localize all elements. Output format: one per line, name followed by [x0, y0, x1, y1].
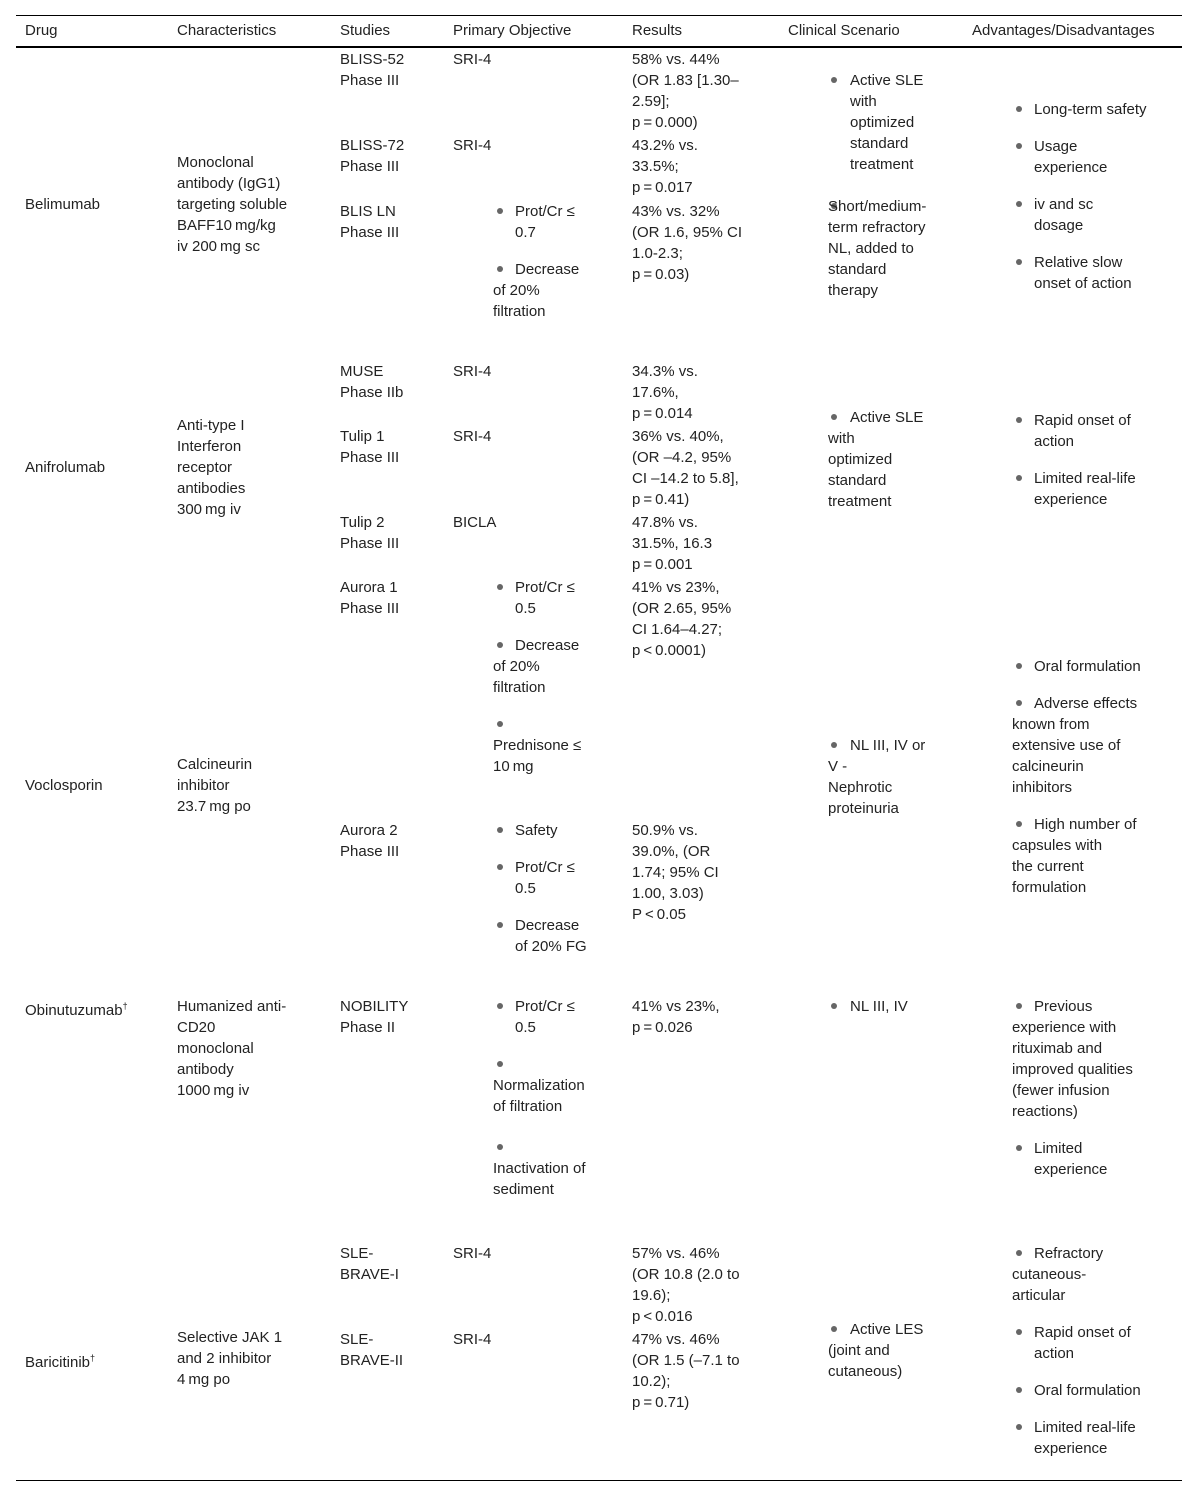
bullet-icon	[831, 77, 837, 83]
bullet-item-text: Usage	[1034, 138, 1078, 155]
bullet-item-text: Prot/Cr ≤	[515, 203, 575, 220]
bullet-item-text: rituximab and	[1012, 1040, 1103, 1057]
drug-characteristics: iv 200 mg sc	[177, 238, 261, 255]
drug-characteristics: Interferon	[177, 438, 242, 455]
bullet-icon	[497, 827, 503, 833]
dagger-footnote-mark: †	[90, 1353, 96, 1363]
bullet-item-text: 0.5	[515, 600, 536, 617]
study-results: p = 0.71)	[632, 1394, 690, 1411]
bullet-item-text: Safety	[515, 822, 558, 839]
bullet-icon	[497, 642, 503, 648]
bullet-item-text: (joint and	[828, 1342, 890, 1359]
drug-characteristics: BAFF10 mg/kg	[177, 217, 276, 234]
bullet-icon	[831, 1326, 837, 1332]
bullet-icon	[1016, 259, 1022, 265]
bullet-item-text: High number of	[1034, 816, 1137, 833]
bullet-item-text: Long-term safety	[1034, 101, 1147, 118]
drug-name: Anifrolumab	[25, 459, 106, 476]
bullet-icon	[1016, 143, 1022, 149]
bullet-item-text: known from	[1012, 716, 1090, 733]
bullet-item-text: experience	[1034, 1440, 1108, 1457]
bullet-item-text: Nephrotic	[828, 779, 893, 796]
bullet-icon	[1016, 821, 1022, 827]
study-results: (OR –4.2, 95%	[632, 449, 732, 466]
bullet-icon	[1016, 1250, 1022, 1256]
drug-characteristics: 300 mg iv	[177, 501, 241, 518]
study-name: BLISS-72	[340, 137, 405, 154]
drug-characteristics: 4 mg po	[177, 1371, 231, 1388]
bullet-item-text: filtration	[493, 679, 546, 696]
study-results: 31.5%, 16.3	[632, 535, 713, 552]
study-results: p = 0.03)	[632, 266, 690, 283]
column-header-clinical-scenario: Clinical Scenario	[788, 22, 900, 39]
bullet-item-text: of 20%	[493, 658, 540, 675]
bullet-item-text: reactions)	[1012, 1103, 1078, 1120]
bullet-icon	[831, 1003, 837, 1009]
bullet-item-text: treatment	[850, 156, 914, 173]
bullet-icon	[497, 208, 503, 214]
study-name: Phase III	[340, 535, 400, 552]
column-header-advantages-disadvantages: Advantages/Disadvantages	[972, 22, 1155, 39]
study-results: P < 0.05	[632, 906, 686, 923]
study-results: CI –14.2 to 5.8],	[632, 470, 739, 487]
bullet-icon	[497, 721, 503, 727]
drug-characteristics: targeting soluble	[177, 196, 288, 213]
drug-characteristics: monoclonal	[177, 1040, 254, 1057]
bullet-icon	[1016, 1145, 1022, 1151]
bullet-item-text: NL III, IV	[850, 998, 908, 1015]
bullet-item-text: Prot/Cr ≤	[515, 859, 575, 876]
study-results: p = 0.026	[632, 1019, 693, 1036]
bullet-item-text: Short/medium-	[828, 198, 927, 215]
bullet-item-text: of 20%	[493, 282, 540, 299]
bullet-item-text: Normalization	[493, 1077, 585, 1094]
study-results: (OR 1.83 [1.30–	[632, 72, 739, 89]
bullet-item-text: Decrease	[515, 637, 580, 654]
bullet-icon	[1016, 475, 1022, 481]
study-results: 39.0%, (OR	[632, 843, 711, 860]
bullet-item-text: with	[828, 430, 855, 447]
bullet-item-text: Prot/Cr ≤	[515, 579, 575, 596]
bullet-item-text: NL III, IV or	[850, 737, 926, 754]
primary-objective: SRI-4	[453, 428, 492, 445]
bullet-item-text: treatment	[828, 493, 892, 510]
bullet-item-text: NL, added to	[828, 240, 914, 257]
primary-objective: SRI-4	[453, 1245, 492, 1262]
drug-name: Belimumab	[25, 196, 101, 213]
bullet-item-text: of 20% FG	[515, 938, 587, 955]
bullet-item-text: Decrease	[515, 261, 580, 278]
bullet-item-text: cutaneous)	[828, 1363, 903, 1380]
primary-objective: SRI-4	[453, 363, 492, 380]
drug-name: Obinutuzumab†	[25, 1001, 128, 1019]
bullet-item-text: with	[850, 93, 877, 110]
bullet-item-text: Prednisone ≤	[493, 737, 582, 754]
bullet-item-text: inhibitors	[1012, 779, 1073, 796]
study-results: 36% vs. 40%,	[632, 428, 724, 445]
study-name: BLIS LN	[340, 203, 396, 220]
bullet-icon	[1016, 663, 1022, 669]
study-results: 41% vs 23%,	[632, 579, 720, 596]
study-results: p = 0.014	[632, 405, 693, 422]
study-results: 43% vs. 32%	[632, 203, 720, 220]
study-name: MUSE	[340, 363, 384, 380]
drug-characteristics: 1000 mg iv	[177, 1082, 250, 1099]
bullet-item-text: Rapid onset of	[1034, 1324, 1131, 1341]
study-name: Phase III	[340, 600, 400, 617]
bullet-item-text: improved qualities	[1012, 1061, 1133, 1078]
study-results: 10.2);	[632, 1373, 671, 1390]
bullet-item-text: action	[1034, 1345, 1075, 1362]
table-bottom-rule	[16, 1480, 1182, 1481]
study-results: p = 0.41)	[632, 491, 690, 508]
study-name: Phase II	[340, 1019, 396, 1036]
bullet-icon	[497, 1144, 503, 1150]
study-name: SLE-	[340, 1245, 374, 1262]
bullet-item-text: dosage	[1034, 217, 1084, 234]
study-name: BLISS-52	[340, 51, 405, 68]
study-results: p = 0.017	[632, 179, 693, 196]
bullet-icon	[1016, 1387, 1022, 1393]
study-name: Tulip 1	[340, 428, 385, 445]
study-results: (OR 1.6, 95% CI	[632, 224, 743, 241]
bullet-item-text: extensive use of	[1012, 737, 1121, 754]
drug-characteristics: inhibitor	[177, 777, 230, 794]
bullet-item-text: experience with	[1012, 1019, 1117, 1036]
study-name: Phase III	[340, 449, 400, 466]
bullet-icon	[1016, 700, 1022, 706]
study-name: Phase IIb	[340, 384, 404, 401]
bullet-item-text: Decrease	[515, 917, 580, 934]
bullet-icon	[831, 742, 837, 748]
bullet-item-text: Previous	[1034, 998, 1093, 1015]
bullet-item-text: the current	[1012, 858, 1084, 875]
bullet-item-text: Oral formulation	[1034, 658, 1141, 675]
column-header-results: Results	[632, 22, 683, 39]
study-results: 47.8% vs.	[632, 514, 698, 531]
bullet-icon	[1016, 201, 1022, 207]
column-header-studies: Studies	[340, 22, 391, 39]
bullet-item-text: 0.5	[515, 880, 536, 897]
bullet-item-text: term refractory	[828, 219, 926, 236]
study-name: BRAVE-II	[340, 1352, 404, 1369]
bullet-item-text: 0.5	[515, 1019, 536, 1036]
drug-name: Voclosporin	[25, 777, 103, 794]
study-results: 58% vs. 44%	[632, 51, 720, 68]
bullet-item-text: action	[1034, 433, 1075, 450]
study-name: SLE-	[340, 1331, 374, 1348]
primary-objective: SRI-4	[453, 137, 492, 154]
drug-characteristics: Humanized anti-	[177, 998, 287, 1015]
study-results: 50.9% vs.	[632, 822, 698, 839]
bullet-item-text: Relative slow	[1034, 254, 1123, 271]
study-results: p < 0.016	[632, 1308, 693, 1325]
bullet-item-text: Limited real-life	[1034, 1419, 1136, 1436]
column-header-drug: Drug	[25, 22, 58, 39]
study-name: BRAVE-I	[340, 1266, 399, 1283]
bullet-icon	[497, 266, 503, 272]
bullet-icon	[1016, 106, 1022, 112]
drug-characteristics: receptor	[177, 459, 233, 476]
drug-characteristics: Monoclonal	[177, 154, 254, 171]
study-results: (OR 2.65, 95%	[632, 600, 732, 617]
drug-characteristics: antibodies	[177, 480, 246, 497]
primary-objective: SRI-4	[453, 1331, 492, 1348]
study-results: 41% vs 23%,	[632, 998, 720, 1015]
bullet-item-text: Prot/Cr ≤	[515, 998, 575, 1015]
drug-characteristics: CD20	[177, 1019, 216, 1036]
bullet-item-text: optimized	[828, 451, 893, 468]
bullet-item-text: articular	[1012, 1287, 1066, 1304]
table-header-rule	[16, 46, 1182, 48]
bullet-item-text: formulation	[1012, 879, 1087, 896]
study-results: 2.59];	[632, 93, 670, 110]
study-results: p = 0.001	[632, 556, 693, 573]
bullet-item-text: filtration	[493, 303, 546, 320]
bullet-item-text: Limited	[1034, 1140, 1083, 1157]
bullet-item-text: Active SLE	[850, 409, 924, 426]
study-results: p = 0.000)	[632, 114, 698, 131]
dagger-footnote-mark: †	[122, 1001, 128, 1011]
bullet-item-text: experience	[1034, 159, 1108, 176]
study-name: Tulip 2	[340, 514, 385, 531]
study-name: NOBILITY	[340, 998, 409, 1015]
study-name: Phase III	[340, 158, 400, 175]
bullet-item-text: 0.7	[515, 224, 536, 241]
bullet-icon	[1016, 1329, 1022, 1335]
bullet-item-text: Active LES	[850, 1321, 924, 1338]
study-results: (OR 10.8 (2.0 to	[632, 1266, 740, 1283]
bullet-item-text: Adverse effects	[1034, 695, 1138, 712]
drug-name: Baricitinib†	[25, 1353, 96, 1371]
bullet-icon	[497, 1003, 503, 1009]
study-results: 43.2% vs.	[632, 137, 698, 154]
study-name: Aurora 1	[340, 579, 398, 596]
bullet-icon	[497, 584, 503, 590]
drug-characteristics: Anti-type I	[177, 417, 245, 434]
bullet-item-text: standard	[850, 135, 909, 152]
column-header-characteristics: Characteristics	[177, 22, 277, 39]
bullet-item-text: Active SLE	[850, 72, 924, 89]
bullet-item-text: experience	[1034, 491, 1108, 508]
bullet-item-text: capsules with	[1012, 837, 1103, 854]
bullet-item-text: sediment	[493, 1181, 554, 1198]
bullet-item-text: proteinuria	[828, 800, 899, 817]
bullet-item-text: Oral formulation	[1034, 1382, 1141, 1399]
study-results: 34.3% vs.	[632, 363, 698, 380]
study-results: (OR 1.5 (–7.1 to	[632, 1352, 740, 1369]
bullet-item-text: Limited real-life	[1034, 470, 1136, 487]
table-top-rule	[16, 15, 1182, 16]
bullet-item-text: V -	[828, 758, 848, 775]
study-results: CI 1.64–4.27;	[632, 621, 723, 638]
study-results: 1.0-2.3;	[632, 245, 683, 262]
bullet-item-text: 10 mg	[493, 758, 534, 775]
bullet-icon	[1016, 1424, 1022, 1430]
bullet-item-text: experience	[1034, 1161, 1108, 1178]
study-name: Phase III	[340, 224, 400, 241]
study-results: 19.6);	[632, 1287, 671, 1304]
bullet-item-text: onset of action	[1034, 275, 1132, 292]
bullet-item-text: Refractory	[1034, 1245, 1104, 1262]
bullet-icon	[497, 1061, 503, 1067]
study-name: Aurora 2	[340, 822, 398, 839]
drug-characteristics: and 2 inhibitor	[177, 1350, 272, 1367]
study-name: Phase III	[340, 843, 400, 860]
study-results: p < 0.0001)	[632, 642, 706, 659]
primary-objective: BICLA	[453, 514, 497, 531]
bullet-item-text: optimized	[850, 114, 915, 131]
study-results: 1.00, 3.03)	[632, 885, 704, 902]
bullet-item-text: standard	[828, 472, 887, 489]
drug-characteristics: Selective JAK 1	[177, 1329, 283, 1346]
study-results: 17.6%,	[632, 384, 679, 401]
primary-objective: SRI-4	[453, 51, 492, 68]
bullet-item-text: cutaneous-	[1012, 1266, 1087, 1283]
bullet-item-text: calcineurin	[1012, 758, 1084, 775]
bullet-icon	[831, 414, 837, 420]
bullet-item-text: Rapid onset of	[1034, 412, 1131, 429]
drug-characteristics: antibody	[177, 1061, 234, 1078]
bullet-item-text: standard	[828, 261, 887, 278]
bullet-item-text: (fewer infusion	[1012, 1082, 1110, 1099]
study-results: 47% vs. 46%	[632, 1331, 720, 1348]
bullet-icon	[497, 922, 503, 928]
bullet-icon	[1016, 1003, 1022, 1009]
study-results: 57% vs. 46%	[632, 1245, 720, 1262]
bullet-item-text: iv and sc	[1034, 196, 1094, 213]
bullet-item-text: of filtration	[493, 1098, 563, 1115]
study-name: Phase III	[340, 72, 400, 89]
drug-characteristics: 23.7 mg po	[177, 798, 251, 815]
drug-characteristics: Calcineurin	[177, 756, 253, 773]
bullet-item-text: Inactivation of	[493, 1160, 586, 1177]
bullet-item-text: therapy	[828, 282, 879, 299]
bullet-icon	[497, 864, 503, 870]
study-results: 1.74; 95% CI	[632, 864, 719, 881]
drug-characteristics: antibody (IgG1)	[177, 175, 281, 192]
bullet-icon	[1016, 417, 1022, 423]
study-results: 33.5%;	[632, 158, 679, 175]
column-header-primary-objective: Primary Objective	[453, 22, 572, 39]
